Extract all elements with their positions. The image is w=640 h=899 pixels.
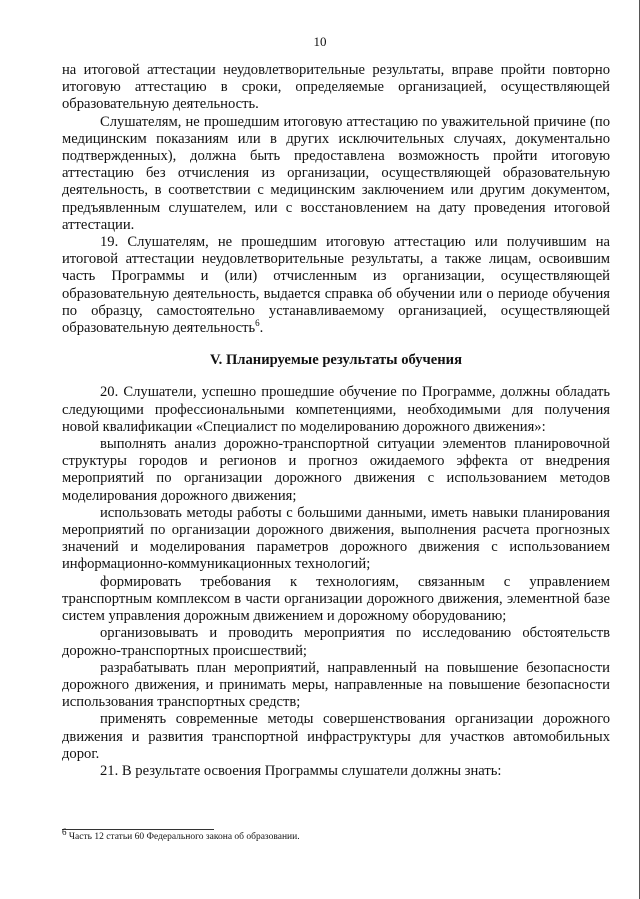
paragraph-19	[62, 234, 610, 337]
paragraph-retake: Слушателям, не прошедшим итоговую аттестацию по уважительной причине (по медицинским показаниям или в других исключительных случаях, документально подтвержденных), должна быть предоставлена возможность пройти итоговую аттестацию без отчисления из организации, осуществляющей образовательную деятельность, в соответствии с медицинским заключением или другим документом, предъявленным слушателем, или с восстановлением на дату проведения итоговой аттестации.	[62, 113, 610, 233]
paragraph-19-end: .	[259, 320, 264, 337]
paragraph-20: 20. Слушатели, успешно прошедшие обучение по Программе, должны обладать следующими профессиональными компетенциями, необходимыми для получения новой квалификации «Специалист по моделированию дорожного движения»:	[62, 384, 610, 435]
competency-item: организовывать и проводить мероприятия по исследованию обстоятельств дорожно-транспортных происшествий;	[62, 625, 610, 659]
paragraph-19-text: 19. Слушателям, не прошедшим итоговую аттестацию или получившим на итоговой аттестации неудовлетворительные результаты, а также лицам, освоившим часть Программы и (или) отчисленным из организации, осуществляющей образовательную деятельность, выдается справка об обучении или о периоде обучения по образцу, самостоятельно устанавливаемому организацией, осуществляющей образовательную деятельность	[62, 234, 610, 337]
competency-item: применять современные методы совершенствования организации дорожного движения и развития транспортной инфраструктуры для участков автомобильных дорог.	[62, 711, 610, 762]
competency-item: использовать методы работы с большими данными, иметь навыки планирования мероприятий по организации дорожного движения, выполнения расчета прогнозных значений и моделирования параметров дорожного движения с использованием информационно-коммуникационных технологий;	[62, 504, 610, 573]
competency-item: выполнять анализ дорожно-транспортной ситуации элементов планировочной структуры городов и регионов и прогноз ожидаемого эффекта от внедрения мероприятий по организации дорожного движения с использованием методов моделирования дорожного движения;	[62, 436, 610, 504]
competency-item: формировать требования к технологиям, связанным с управлением транспортным комплексом в части организации дорожного движения, элементной базе систем управления дорожным движением и дорожному оборудованию;	[62, 573, 610, 625]
section-heading: V. Планируемые результаты обучения	[210, 352, 462, 369]
footnote-divider	[62, 829, 214, 830]
page-body	[62, 62, 610, 780]
footnote-mark: 6	[62, 827, 67, 837]
footnote-reference[interactable]: 6	[255, 318, 260, 329]
paragraph-21: 21. В результате освоения Программы слушатели должны знать:	[100, 762, 502, 779]
footnote	[62, 827, 300, 843]
competency-item: разрабатывать план мероприятий, направленный на повышение безопасности дорожного движения, и принимать меры, направленные на повышение безопасности использования транспортных средств;	[62, 659, 610, 711]
page-number: 10	[313, 34, 327, 49]
footnote-text: Часть 12 статьи 60 Федерального закона об образовании.	[66, 832, 300, 843]
paragraph-continuation: на итоговой аттестации неудовлетворительные результаты, вправе пройти повторно итоговую аттестацию в сроки, определяемые организацией, осуществляющей образовательную деятельность.	[62, 62, 610, 113]
